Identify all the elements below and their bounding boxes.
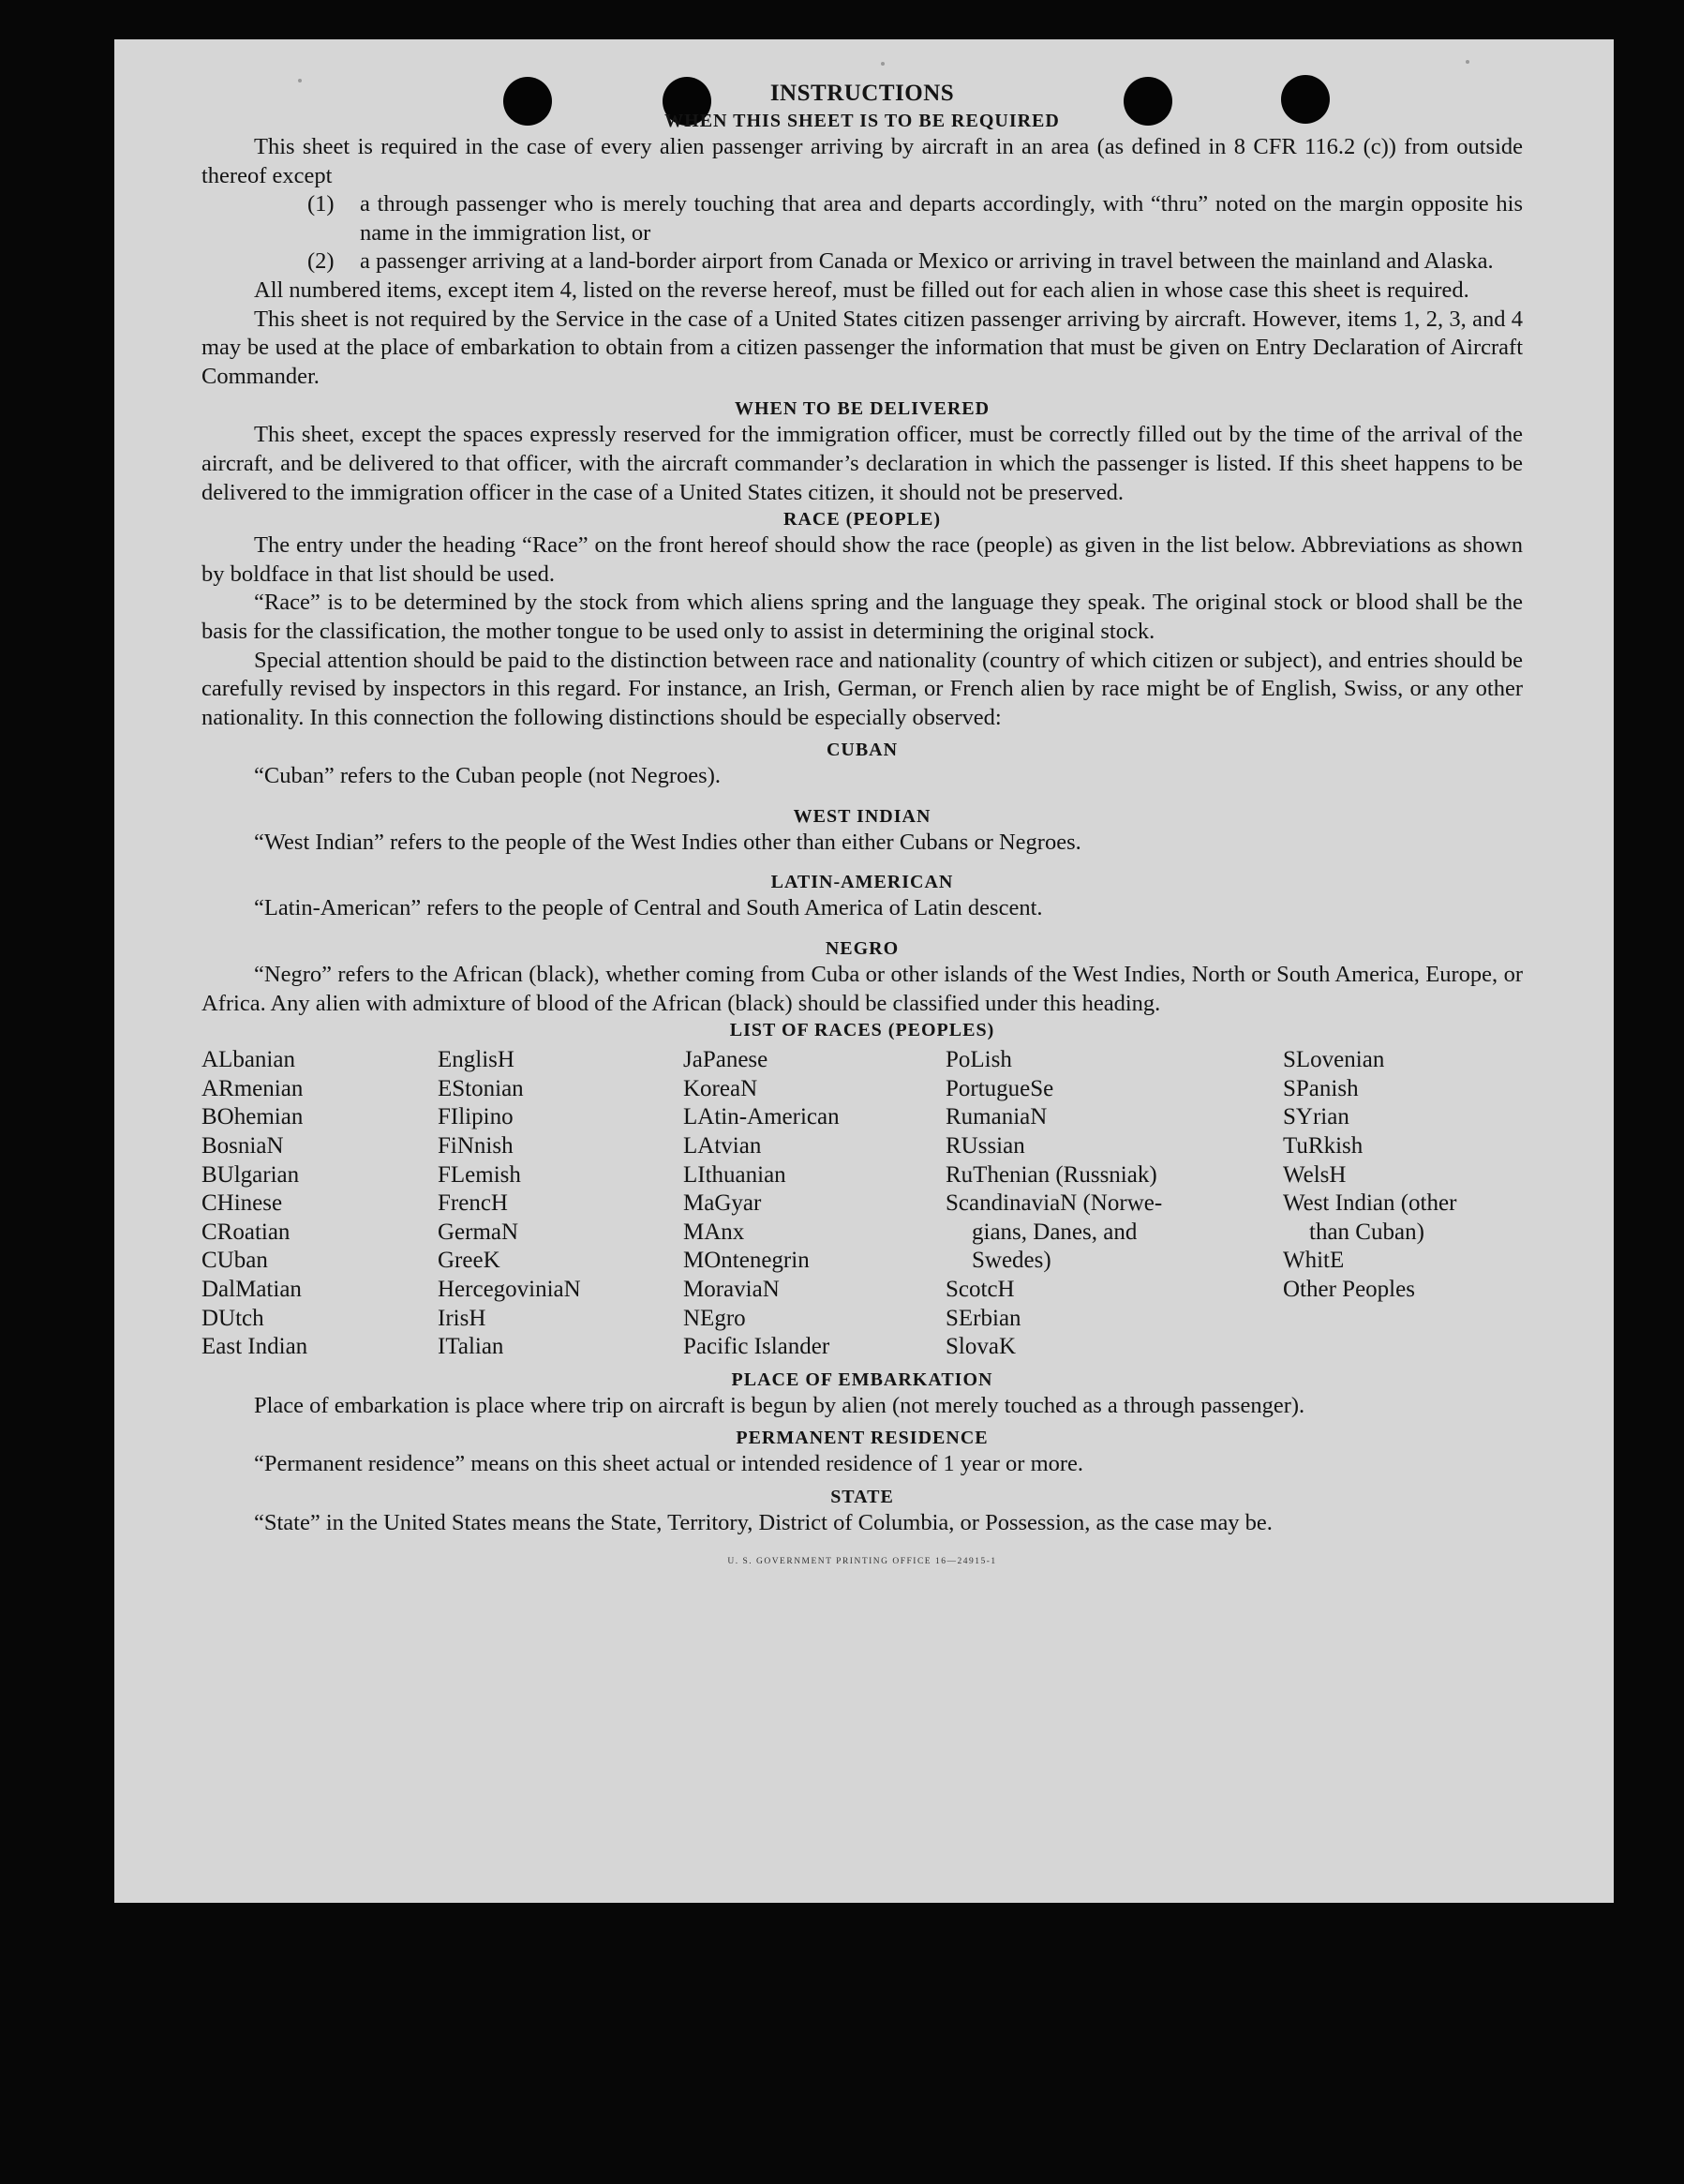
dust-speck [881, 62, 885, 66]
paragraph-race-3: Special attention should be paid to the distinction between race and nationality (country of which citizen or subject), and entries should be carefully revised by inspectors in this regard. For instance, an Irish, German, or French alien by race might be of English, Swiss, or any other nationality. In this connection the following distinctions should be especially observed: [201, 647, 1523, 730]
race-item: HercegoviniaN [438, 1277, 581, 1302]
race-item: ScandinaviaN (Norwe- [946, 1190, 1163, 1217]
race-item: ARmenian [201, 1075, 304, 1101]
race-item: NEgro [683, 1305, 746, 1331]
race-item: SlovaK [946, 1334, 1016, 1360]
exception-number: (1) [307, 191, 335, 217]
race-column-5 [1283, 1046, 1523, 1362]
page-title: INSTRUCTIONS [769, 81, 955, 106]
race-column-3 [683, 1046, 946, 1362]
printing-office-imprint: U. S. GOVERNMENT PRINTING OFFICE 16—24915-1 [727, 1556, 997, 1566]
race-item: East Indian [201, 1334, 308, 1360]
race-column-1 [201, 1046, 438, 1362]
heading-when-delivered: WHEN TO BE DELIVERED [734, 398, 991, 420]
race-item: RuThenian (Russniak) [946, 1161, 1157, 1188]
race-item: SLovenian [1283, 1047, 1385, 1073]
race-item: PoLish [946, 1047, 1012, 1073]
race-item: CUban [201, 1248, 268, 1274]
race-item: West Indian (other [1283, 1190, 1457, 1217]
race-item: LIthuanian [683, 1161, 786, 1188]
race-item: CHinese [201, 1190, 283, 1217]
race-item: MAnx [683, 1219, 745, 1245]
race-column-4 [946, 1046, 1283, 1362]
race-item-continuation: Swedes) [972, 1248, 1051, 1274]
race-item: GermaN [438, 1219, 519, 1245]
instructions-content [201, 79, 1523, 1576]
exception-item-1 [307, 190, 1523, 247]
race-item: FiNnish [438, 1133, 514, 1159]
race-item: EnglisH [438, 1047, 514, 1073]
race-item: KoreaN [683, 1075, 758, 1101]
race-item: EStonian [438, 1075, 524, 1101]
race-item: FLemish [438, 1161, 521, 1188]
heading-list-of-races: LIST OF RACES (PEOPLES) [729, 1020, 995, 1041]
race-item: SYrian [1283, 1104, 1349, 1130]
heading-permanent-residence: PERMANENT RESIDENCE [736, 1428, 989, 1449]
race-item: FrencH [438, 1190, 508, 1217]
document-sheet [114, 39, 1614, 1903]
race-item: SErbian [946, 1305, 1021, 1331]
heading-when-required: WHEN THIS SHEET IS TO BE REQUIRED [664, 111, 1060, 131]
heading-west-indian: WEST INDIAN [793, 805, 931, 827]
race-column-2 [438, 1046, 683, 1362]
paragraph-race-1: The entry under the heading “Race” on the front hereof should show the race (people) as given in the list below. Abbreviations as shown by boldface in that list should be used. [201, 532, 1523, 587]
heading-latin-american: LATIN-AMERICAN [770, 872, 954, 893]
race-item: WhitE [1283, 1248, 1345, 1274]
race-item: BOhemian [201, 1104, 304, 1130]
race-item: LAtvian [683, 1133, 762, 1159]
race-item: BosniaN [201, 1133, 284, 1159]
race-item: RumaniaN [946, 1104, 1048, 1130]
heading-negro: NEGRO [825, 938, 900, 960]
paragraph-state: “State” in the United States means the State, Territory, District of Columbia, or Possession, as the case may be. [254, 1509, 1273, 1535]
race-item: CRoatian [201, 1219, 291, 1245]
exception-item-2 [307, 247, 1523, 277]
paragraph-numbered-items: All numbered items, except item 4, listed on the reverse hereof, must be filled out for each alien in whose case this sheet is required. [254, 277, 1469, 303]
race-item: ALbanian [201, 1047, 295, 1073]
race-item: RUssian [946, 1133, 1025, 1159]
race-item: BUlgarian [201, 1161, 300, 1188]
race-item: DUtch [201, 1305, 264, 1331]
paragraph-race-2: “Race” is to be determined by the stock from which aliens spring and the language they speak. The original stock or blood shall be the basis for the classification, the mother tongue to be used only to assist in determining the original stock. [201, 590, 1523, 644]
race-item-continuation: gians, Danes, and [972, 1219, 1138, 1245]
paragraph-negro: “Negro” refers to the African (black), whether coming from Cuba or other islands of the West Indies, North or South America, Europe, or Africa. Any alien with admixture of blood of the African (black) should be classified under this heading. [201, 962, 1523, 1016]
paragraph-latin-american: “Latin-American” refers to the people of Central and South America of Latin descent. [254, 895, 1043, 921]
paragraph-permanent-residence: “Permanent residence” means on this sheet actual or intended residence of 1 year or more. [254, 1451, 1084, 1477]
race-item: SPanish [1283, 1075, 1359, 1101]
heading-cuban: CUBAN [826, 740, 899, 761]
race-item: LAtin-American [683, 1104, 840, 1130]
paragraph-citizen-passenger: This sheet is not required by the Service in the case of a United States citizen passenger arriving by aircraft. However, items 1, 2, 3, and 4 may be used at the place of embarkation to obtain from a citizen passenger the information that must be given on Entry Declaration of Aircraft Commander. [201, 306, 1523, 389]
exception-text: a through passenger who is merely touching that area and departs accordingly, with “thru” noted on the margin opposite his name in the immigration list, or [360, 191, 1523, 246]
race-item-continuation: than Cuban) [1309, 1219, 1424, 1245]
race-item: IrisH [438, 1305, 486, 1331]
race-item: DalMatian [201, 1277, 302, 1302]
dust-speck [1466, 60, 1469, 64]
race-item: FIlipino [438, 1104, 514, 1130]
heading-race: RACE (PEOPLE) [783, 509, 941, 531]
race-item: MaGyar [683, 1190, 762, 1217]
paragraph-when-required-intro: This sheet is required in the case of every alien passenger arriving by aircraft in an area (as defined in 8 CFR 116.2 (c)) from outside thereof except [201, 134, 1523, 188]
race-item: ITalian [438, 1334, 504, 1360]
exception-text: a passenger arriving at a land-border airport from Canada or Mexico or arriving in travel between the mainland and Alaska. [360, 248, 1494, 275]
race-item: Other Peoples [1283, 1277, 1415, 1302]
race-item: Pacific Islander [683, 1334, 830, 1360]
race-item: MoraviaN [683, 1277, 780, 1302]
paragraph-cuban: “Cuban” refers to the Cuban people (not Negroes). [254, 763, 721, 789]
race-item: GreeK [438, 1248, 500, 1274]
paragraph-west-indian: “West Indian” refers to the people of the West Indies other than either Cubans or Negroes. [254, 829, 1081, 855]
race-list [201, 1046, 1523, 1362]
heading-state: STATE [830, 1486, 894, 1507]
race-item: PortugueSe [946, 1075, 1054, 1101]
paragraph-when-delivered: This sheet, except the spaces expressly reserved for the immigration officer, must be correctly filled out by the time of the arrival of the aircraft, and be delivered to that officer, with the aircraft commander’s declaration in which the passenger is listed. If this sheet happens to be delivered to the immigration officer in the case of a United States citizen, it should not be preserved. [201, 422, 1523, 505]
race-item: WelsH [1283, 1161, 1347, 1188]
race-item: ScotcH [946, 1277, 1015, 1302]
race-item: MOntenegrin [683, 1248, 810, 1274]
race-item: JaPanese [683, 1047, 768, 1073]
paragraph-embarkation: Place of embarkation is place where trip on aircraft is begun by alien (not merely touched as a through passenger). [254, 1392, 1305, 1418]
heading-embarkation: PLACE OF EMBARKATION [731, 1369, 993, 1390]
race-item: TuRkish [1283, 1133, 1364, 1159]
exception-number: (2) [307, 248, 335, 275]
